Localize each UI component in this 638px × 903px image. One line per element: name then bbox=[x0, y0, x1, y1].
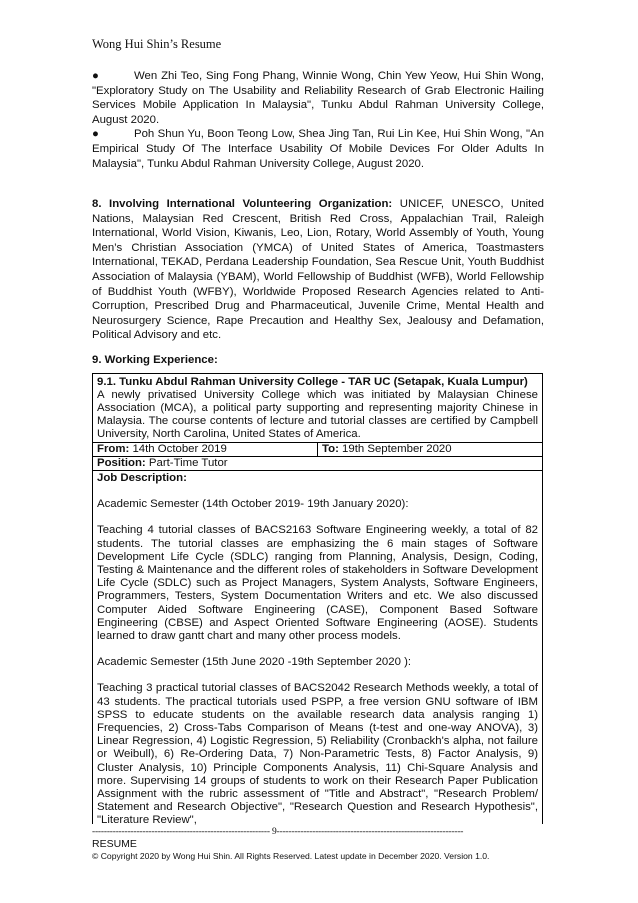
page-number-rule: ------------------------------------------------------------ 9--------------------------------------------------------------- bbox=[92, 827, 464, 837]
job-paragraph: Teaching 4 tutorial classes of BACS2163 Software Engineering weekly, a total of 82 students. The tutorial classes are emphasizing the 6 main stages of Software Development Life Cycle (SDLC) ranging from Planning, Analysis, Design, Coding, Testing & Maintenance and the different roles of stakeholders in Software Development Life Cycle (SDLC) such as Project Managers, System Analysts, Software Engineers, Programmers, Testers, System Documentation Writers and etc. We also discussed Computer Aided Software Engineering (CASE), Component Based Software Engineering (CBSE) and Aspect Oriented Software Engineering (AOSE). Students learned to draw gantt chart and many other process models. bbox=[97, 524, 538, 643]
to-cell bbox=[317, 443, 542, 456]
from-label: From: bbox=[97, 443, 130, 455]
publication-item bbox=[92, 69, 544, 127]
job-header-cell bbox=[93, 374, 542, 443]
from-cell bbox=[93, 443, 317, 456]
to-label: To: bbox=[322, 443, 339, 455]
from-value: 14th October 2019 bbox=[129, 443, 227, 455]
job-paragraph: Teaching 3 practical tutorial classes of BACS2042 Research Methods weekly, a total of 43 students. The practical tutorials used PSPP, a free version GNU software of IBM SPSS to educate students on the available research data analysis ranging 1) Frequencies, 2) Cross-Tabs Comparison of Means (t-test and one-way ANOVA), 3) Linear Regression, 4) Logistic Regression, 5) Reliability (Cronbackh's alpha, not failure or Weibull), 6) Re-Ordering Data, 7) Non-Parametric Tests, 8) Factor Analysis, 9) Cluster Analysis, 10) Principle Components Analysis, 11) Chi-Square Analysis and more. Supervising 14 groups of students to work on their Research Paper Publication Assignment with the rubric assessment of "Title and Abstract", "Research Problem/ Statement and Research Objective", "Research Question and Research Hypothesis", "Literature Review", bbox=[97, 682, 538, 827]
page-footer bbox=[92, 827, 544, 861]
publication-item bbox=[92, 127, 544, 171]
publication-list bbox=[92, 69, 544, 171]
publication-text: Wen Zhi Teo, Sing Fong Phang, Winnie Wong, Chin Yew Yeow, Hui Shin Wong, "Exploratory Study on The Usability and Reliability Research of Grab Electronic Hailing Services Mobile Application In Malaysia", Tunku Abdul Rahman University College, August 2020. bbox=[92, 70, 544, 126]
publication-text: Poh Shun Yu, Boon Teong Low, Shea Jing Tan, Rui Lin Kee, Hui Shin Wong, "An Empirical Study Of The Interface Usability Of Mobile Devices For Older Adults In Malaysia", Tunku Abdul Rahman University College, August 2020. bbox=[92, 128, 544, 170]
to-value: 19th September 2020 bbox=[338, 443, 452, 455]
footer-label: RESUME bbox=[92, 838, 137, 850]
position-row bbox=[93, 457, 542, 471]
copyright-notice: © Copyright 2020 by Wong Hui Shin. All Rights Reserved. Latest update in December 2020. Version 1.0. bbox=[92, 851, 490, 861]
position-value: Part-Time Tutor bbox=[145, 457, 228, 469]
job-description-label: Job Description: bbox=[97, 472, 187, 484]
volunteering-text: UNICEF, UNESCO, United Nations, Malaysian Red Crescent, British Red Cross, Appalachian Trail, Raleigh International, World Vision, Kiwanis, Leo, Lion, Rotary, World Assembly of Youth, Young Men’s Christian Association (YMCA) of United States of America, Toastmasters International, TEKAD, Perdana Leadership Foundation, Sea Rescue Unit, Youth Buddhist Association of Malaysia (YBAM), World Fellowship of Buddhist (WFB), World Fellowship of Buddhist Youth (WFBY), Worldwide Proposed Research Agencies related to Anti-Corruption, Prescribed Drug and Pharmaceutical, Juvenile Crime, Mental Health and Neurosurgery Science, Rape Precaution and Healthy Sex, Jealousy and Defamation, Political Advisory and etc. bbox=[92, 198, 544, 342]
job-dates-row bbox=[93, 443, 542, 457]
job-table bbox=[92, 373, 543, 827]
semester-heading: Academic Semester (15th June 2020 -19th September 2020 ): bbox=[97, 656, 412, 669]
volunteering-section bbox=[92, 197, 544, 343]
page-header: Wong Hui Shin’s Resume bbox=[92, 37, 222, 51]
job-org-description: A newly privatised University College which was initiated by Malaysian Chinese Association (MCA), a political party supporting and representing majority Chinese in Malaysia. The course contents of lecture and tutorial classes are certified by Campbell University, North Carolina, United States of America. bbox=[97, 389, 538, 440]
volunteering-heading: 8. Involving International Volunteering Organization: bbox=[92, 198, 393, 210]
bullet-icon: ● bbox=[92, 70, 99, 82]
semester-heading: Academic Semester (14th October 2019- 19th January 2020): bbox=[97, 498, 409, 511]
bullet-icon: ● bbox=[92, 128, 99, 141]
position-label: Position: bbox=[97, 457, 146, 469]
work-experience-heading: 9. Working Experience: bbox=[92, 354, 218, 366]
job-description-cell bbox=[93, 471, 542, 829]
job-title: 9.1. Tunku Abdul Rahman University College - TAR UC (Setapak, Kuala Lumpur) bbox=[97, 376, 528, 388]
